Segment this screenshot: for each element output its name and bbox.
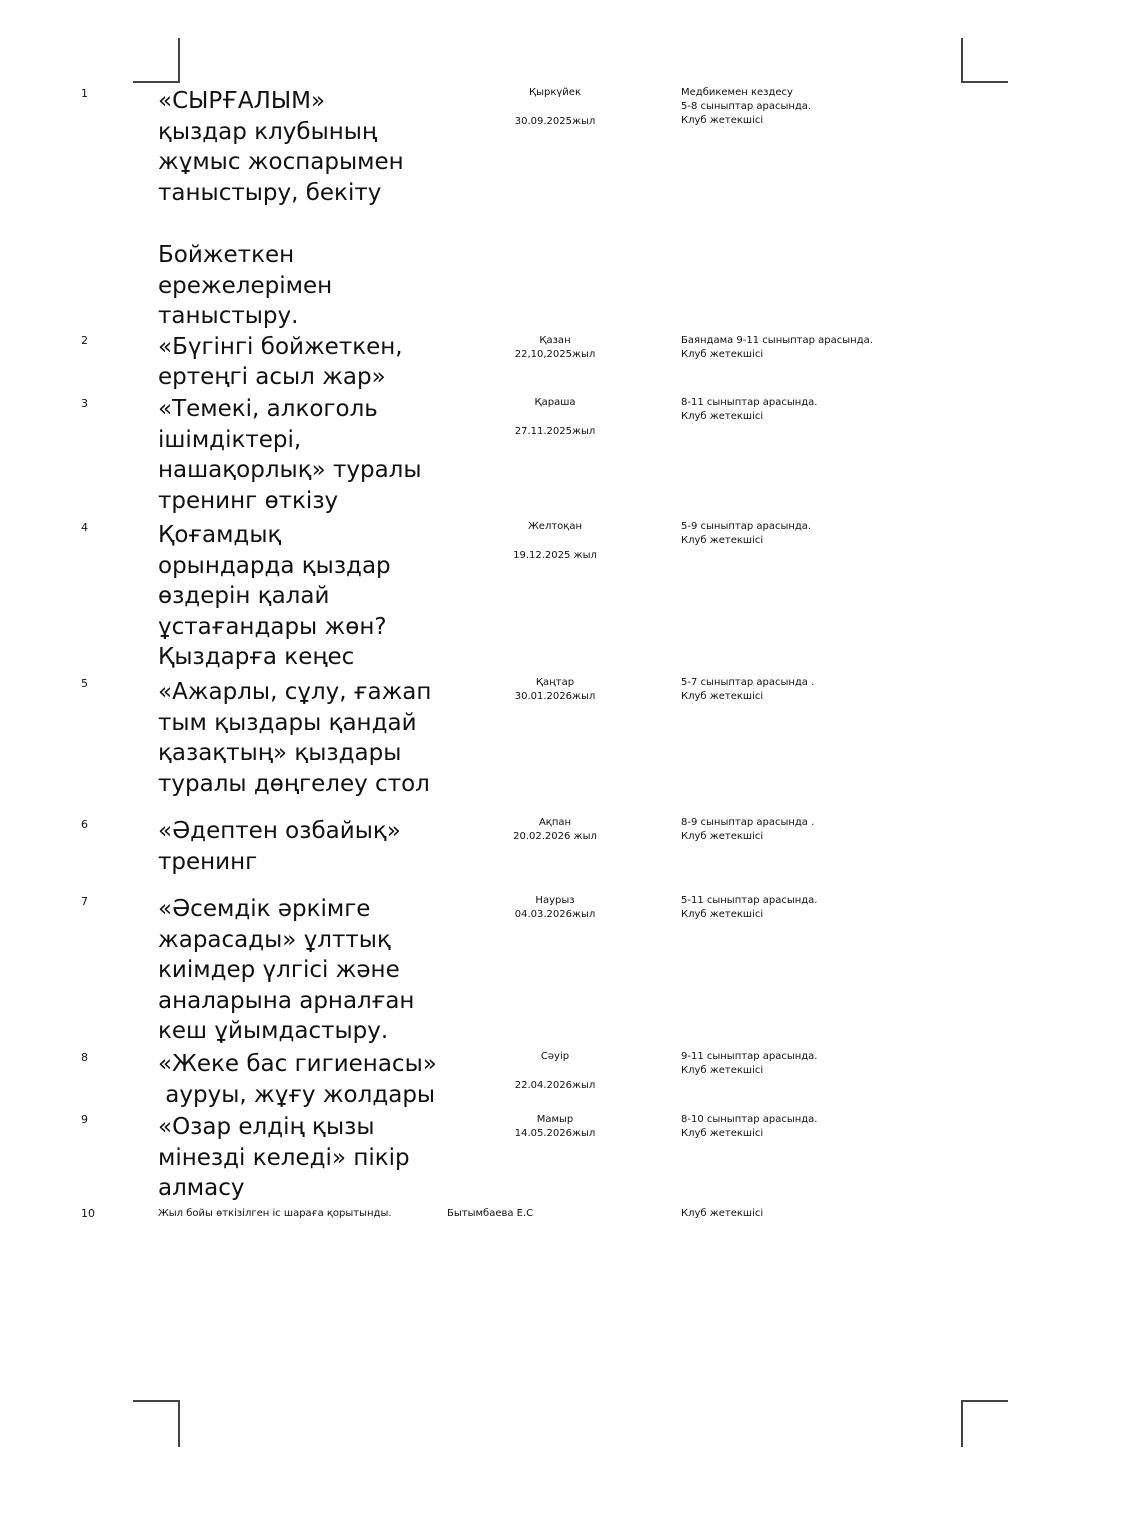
event-date: Ақпан 20.02.2026 жыл: [513, 817, 597, 842]
event-date: Мамыр 14.05.2026жыл: [514, 1114, 596, 1139]
crop-mark: [178, 1400, 180, 1447]
row-number: 6: [81, 818, 88, 831]
event-note: 8-9 сыныптар арасында . Клуб жетекшісі: [681, 817, 815, 842]
event-date: Қыркүйек 30.09.2025жыл: [514, 87, 596, 127]
crop-mark: [178, 38, 180, 83]
row-number: 2: [81, 334, 88, 347]
row-number: 10: [81, 1207, 95, 1220]
row-number: 1: [81, 87, 88, 100]
crop-mark: [961, 1400, 963, 1447]
event-title: «Ажарлы, сұлу, ғажап тым қыздары қандай қазақтың» қыздары туралы дөңгелеу стол: [158, 679, 432, 797]
crop-mark: [133, 81, 180, 83]
crop-mark: [961, 81, 1008, 83]
event-date: Наурыз 04.03.2026жыл: [514, 895, 596, 920]
event-title: «Әсемдік әркімге жарасады» ұлттық киімдер үлгісі және аналарына арналған кеш ұйымдастыру.: [158, 896, 415, 1045]
event-date: Қазан 22,10,2025жыл: [514, 335, 596, 360]
event-title: Бойжеткен ережелерімен таныстыру. «Бүгінгі бойжеткен, ертеңгі асыл жар»: [158, 242, 403, 391]
row-number: 7: [81, 895, 88, 908]
event-title: Қоғамдық орындарда қыздар өздерін қалай ұстағандары жөн? Қыздарға кеңес: [158, 522, 391, 671]
event-title: «Жеке бас гигиенасы» ауруы, жұғу жолдары: [158, 1051, 437, 1108]
event-title: «Әдептен озбайық» тренинг: [158, 818, 401, 875]
crop-mark: [961, 1400, 1008, 1402]
event-note: Баяндама 9-11 сыныптар арасында. Клуб жетекшісі: [681, 335, 873, 360]
event-title: «Темекі, алкоголь ішімдіктері, нашақорлық» туралы тренинг өткізу: [158, 396, 422, 514]
event-note: 8-11 сыныптар арасында. Клуб жетекшісі: [681, 397, 818, 422]
row-number: 5: [81, 677, 88, 690]
row-number: 4: [81, 521, 88, 534]
event-note: 9-11 сыныптар арасында. Клуб жетекшісі: [681, 1051, 818, 1076]
crop-mark: [133, 1400, 180, 1402]
event-date: Қаңтар 30.01.2026жыл: [514, 677, 596, 702]
row-number: 9: [81, 1113, 88, 1126]
row-number: 8: [81, 1051, 88, 1064]
event-note: 5-7 сыныптар арасында . Клуб жетекшісі: [681, 677, 815, 702]
row-number: 3: [81, 397, 88, 410]
crop-mark: [961, 38, 963, 83]
event-title: «Озар елдің қызы мінезді келеді» пікір алмасу: [158, 1114, 410, 1202]
responsible-role: Клуб жетекшісі: [681, 1208, 764, 1219]
event-date: Қараша 27.11.2025жыл: [514, 397, 596, 437]
event-date: Сәуір 22.04.2026жыл: [514, 1051, 596, 1091]
responsible-person: Бытымбаева Е.С: [447, 1208, 534, 1219]
event-note: 5-9 сыныптар арасында. Клуб жетекшісі: [681, 521, 812, 546]
summary-title: Жыл бойы өткізілген іс шараға қорытынды.: [158, 1208, 392, 1219]
event-title: «СЫРҒАЛЫМ» қыздар клубының жұмыс жоспарымен таныстыру, бекіту: [158, 88, 404, 206]
event-note: 5-11 сыныптар арасында. Клуб жетекшісі: [681, 895, 818, 920]
event-note: 8-10 сыныптар арасында. Клуб жетекшісі: [681, 1114, 818, 1139]
event-date: Желтоқан 19.12.2025 жыл: [513, 521, 597, 561]
event-note: Медбикемен кездесу 5-8 сыныптар арасында. Клуб жетекшісі: [681, 87, 812, 126]
